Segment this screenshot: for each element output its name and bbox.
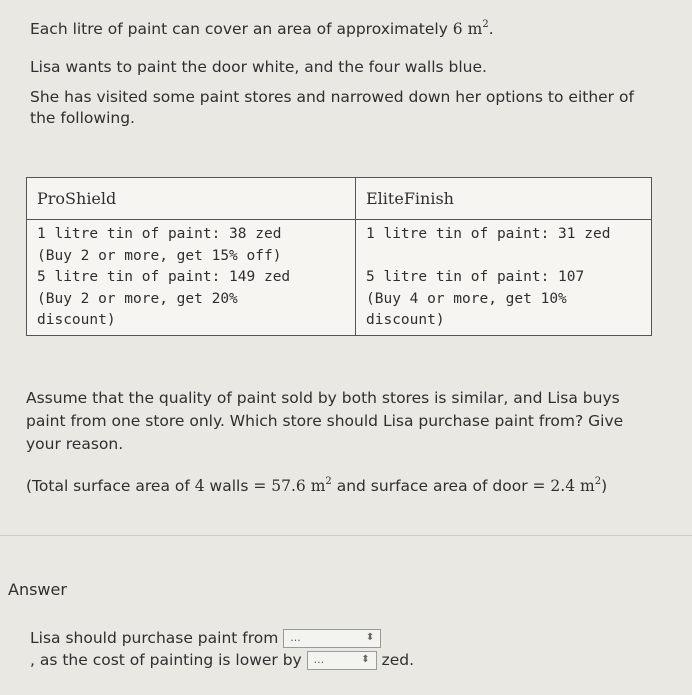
elitefinish-5l-offer: (Buy 4 or more, get 10% [366, 290, 567, 307]
intro-line-1-text: Each litre of paint can cover an area of approximately [30, 20, 453, 38]
walls-word: walls [204, 477, 254, 495]
area-info-post: ) [601, 477, 608, 495]
intro-line-3: She has visited some paint stores and narrowed down her options to either of the following. [30, 88, 634, 127]
store-dropdown[interactable] [283, 629, 381, 648]
answer-line-2-unit: zed. [376, 651, 415, 669]
header-proshield: ProShield [27, 178, 356, 220]
answer-line-1-text: Lisa should purchase paint from [30, 629, 284, 647]
coverage-unit: m [467, 20, 483, 38]
elitefinish-5l-price: 5 litre tin of paint: 107 [366, 269, 585, 285]
proshield-1l-offer: (Buy 2 or more, get 15% off) [37, 247, 282, 264]
door-area: = 2.4 [532, 477, 576, 495]
area-info-pre: (Total surface area of [26, 477, 195, 495]
elitefinish-1l-price: 1 litre tin of paint: 31 zed [366, 226, 611, 242]
blank-line [366, 246, 641, 268]
intro-line-2: Lisa wants to paint the door white, and the four walls blue. [30, 58, 487, 76]
answer-line-1 [30, 628, 381, 649]
question-text: Assume that the quality of paint sold by both stores is similar, and Lisa buys paint from one store only. Which store should Lisa purchase paint from? Give your reason. [26, 389, 624, 453]
period: . [488, 20, 494, 38]
table-header-row [27, 178, 652, 220]
proshield-5l-offer: (Buy 2 or more, get 20% [37, 290, 238, 307]
cost-dropdown-value: ... [313, 653, 325, 666]
walls-area: = 57.6 [253, 477, 306, 495]
proshield-1l-price: 1 litre tin of paint: 38 zed [37, 226, 282, 242]
elitefinish-5l-offer-cont: discount) [366, 312, 445, 328]
area-info-mid: and surface area of door [331, 477, 533, 495]
answer-line-2 [30, 650, 414, 671]
exponent: 2 [325, 476, 332, 487]
exponent: 2 [482, 19, 489, 30]
coverage-value: 6 [452, 20, 463, 38]
answer-line-2-text: , as the cost of painting is lower by [30, 651, 307, 669]
store-comparison-table [26, 177, 652, 336]
proshield-cell [27, 220, 356, 336]
door-unit: m [580, 477, 595, 495]
proshield-5l-offer-cont: discount) [37, 312, 116, 328]
elitefinish-cell [356, 220, 652, 336]
header-elitefinish: EliteFinish [356, 178, 652, 220]
updown-chevron-icon: ⬍ [365, 632, 375, 643]
answer-label: Answer [8, 580, 67, 599]
store-dropdown-value: ... [290, 631, 301, 644]
intro-line-1 [30, 14, 494, 40]
table-row [27, 220, 652, 336]
walls-count: 4 [194, 477, 205, 495]
walls-unit: m [310, 477, 326, 495]
proshield-5l-price: 5 litre tin of paint: 149 zed [37, 269, 291, 285]
exponent: 2 [594, 476, 602, 487]
area-info [26, 468, 666, 500]
updown-chevron-icon: ⬍ [361, 654, 370, 665]
cost-difference-dropdown[interactable] [307, 651, 377, 670]
section-divider [0, 535, 692, 536]
